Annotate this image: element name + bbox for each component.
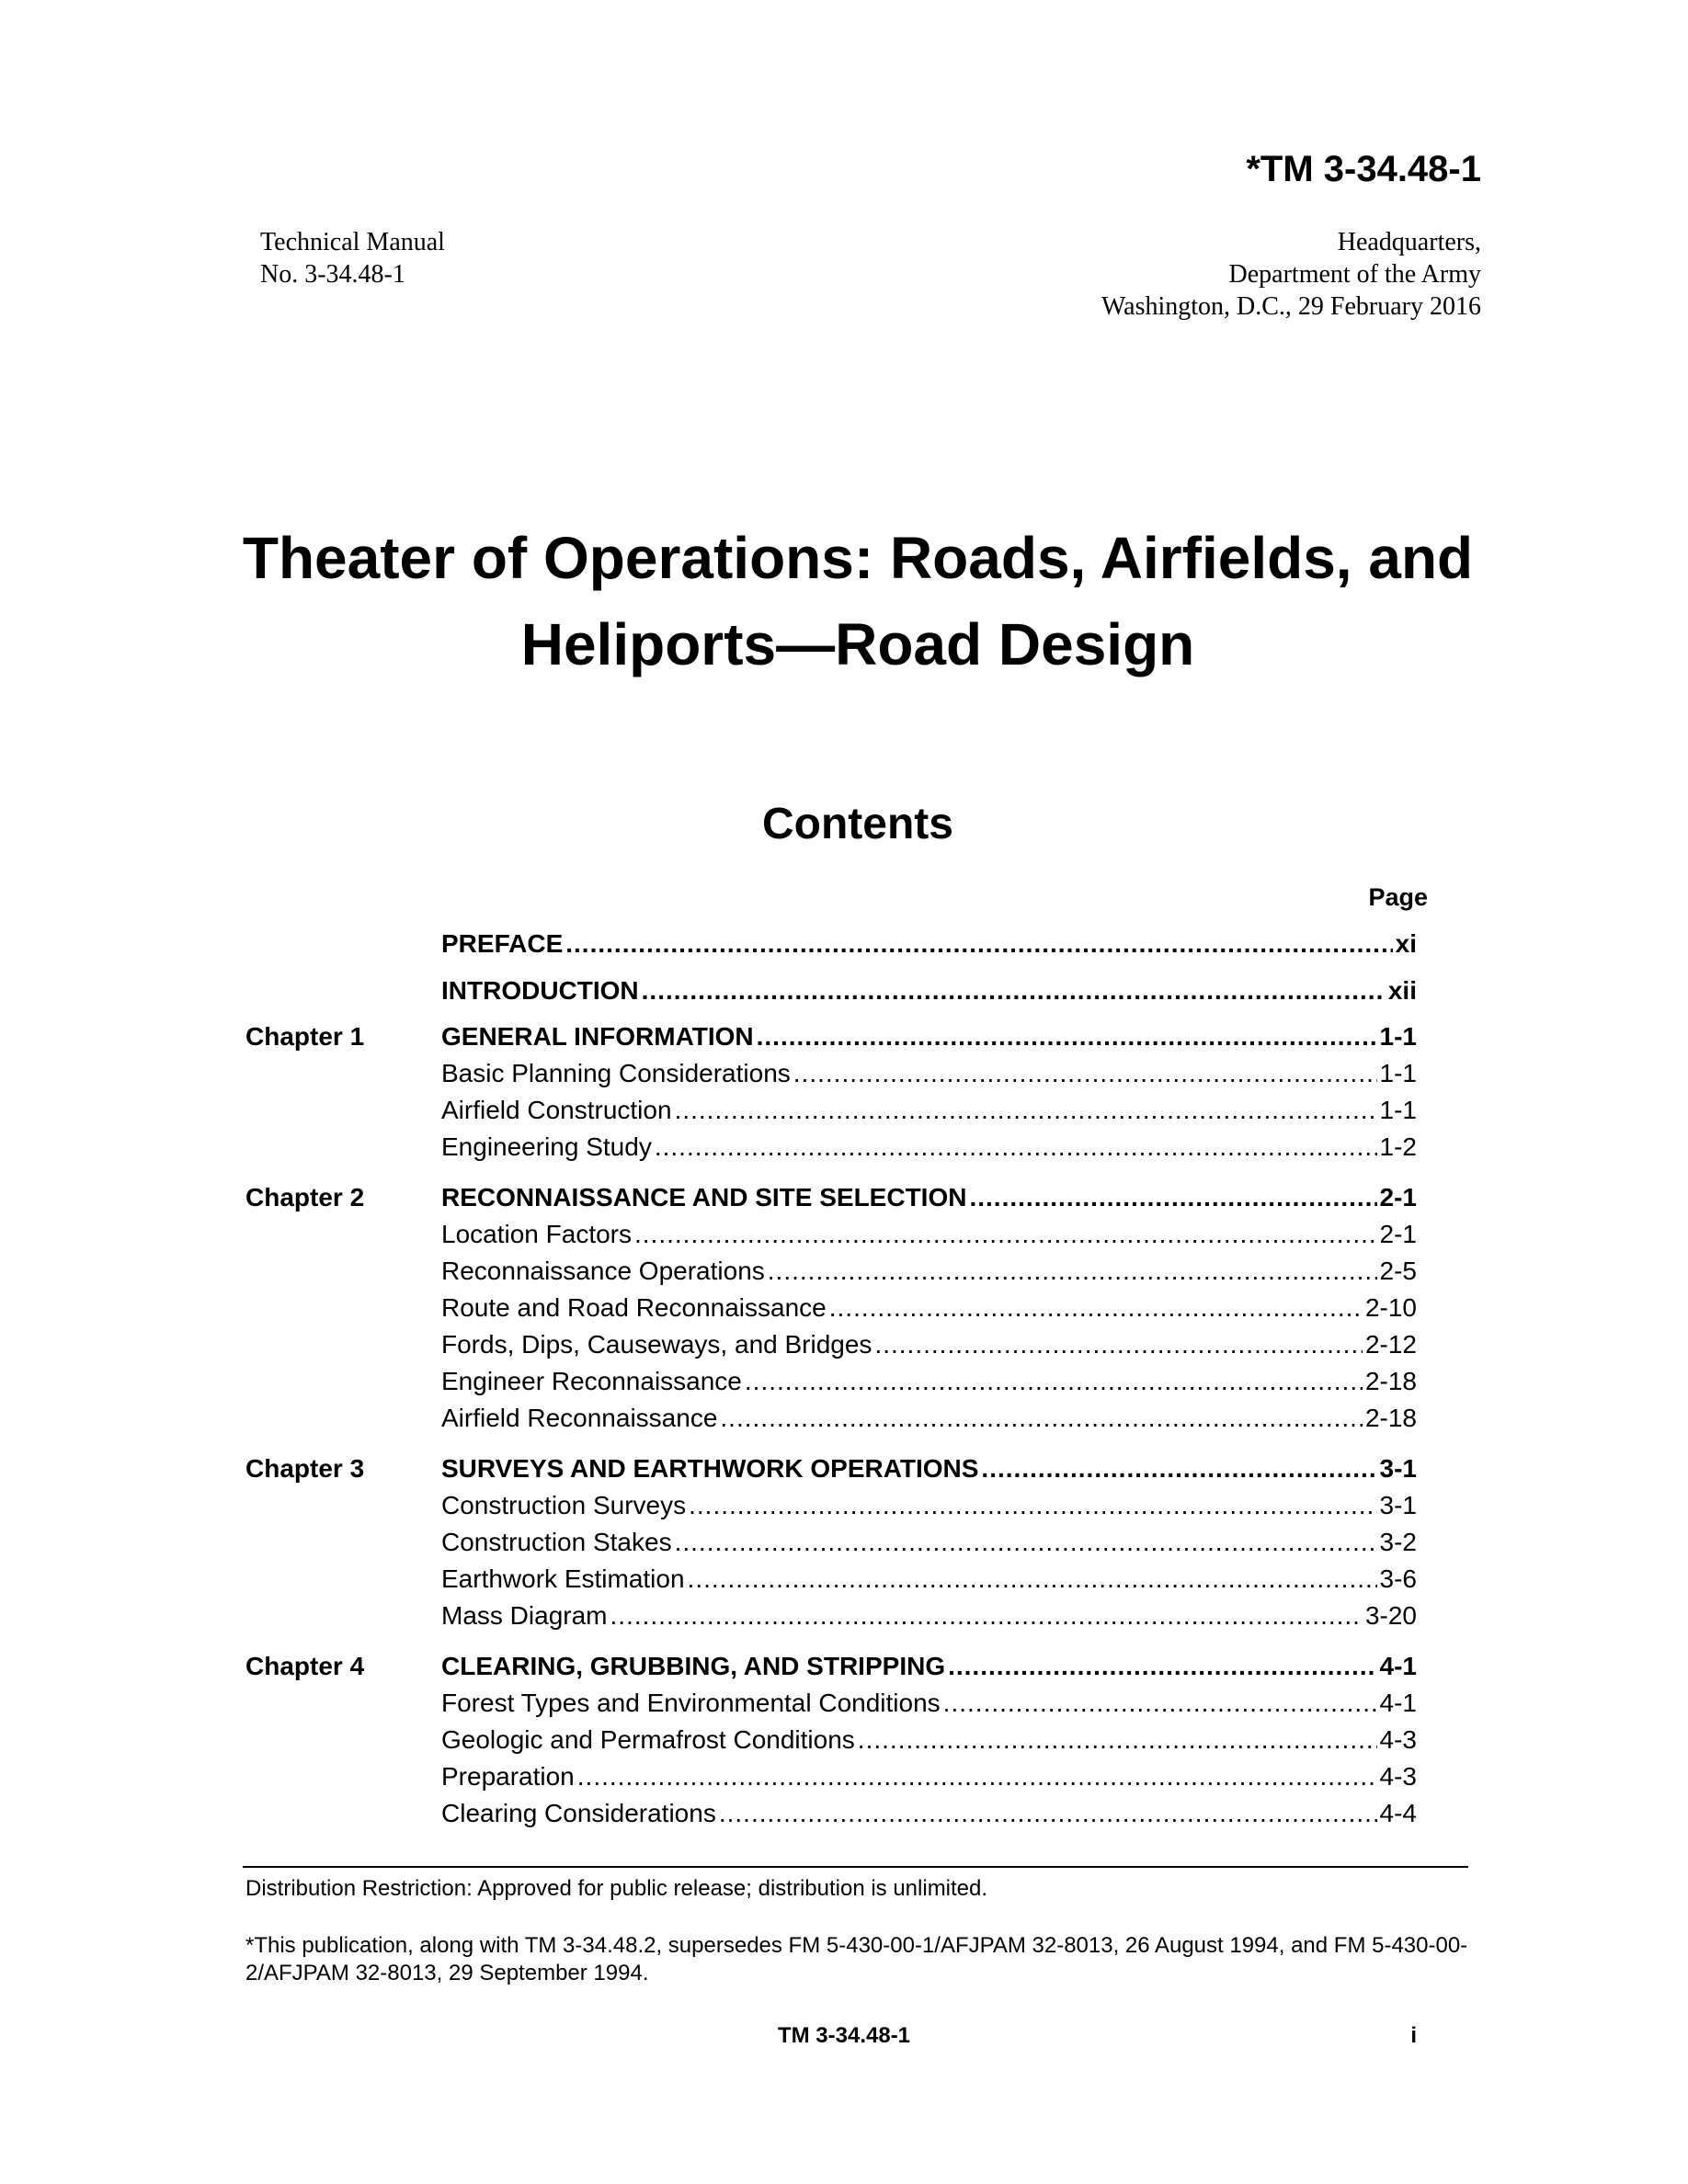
toc-entry-title: Construction Stakes bbox=[441, 1528, 672, 1556]
manual-number-line-2: No. 3-34.48-1 bbox=[260, 260, 405, 289]
toc-entry-title: SURVEYS AND EARTHWORK OPERATIONS bbox=[441, 1454, 979, 1483]
toc-entry bbox=[0, 1795, 1688, 1832]
toc-leader-dots bbox=[981, 1450, 1376, 1487]
document-id-top: *TM 3-34.48-1 bbox=[1246, 149, 1481, 189]
toc-entry-title: GENERAL INFORMATION bbox=[441, 1022, 754, 1051]
toc-entry-title: Clearing Considerations bbox=[441, 1799, 716, 1827]
toc-entry-title: Preparation bbox=[441, 1762, 575, 1791]
manual-number-block bbox=[260, 226, 445, 290]
toc-entry-title: INTRODUCTION bbox=[441, 976, 639, 1005]
toc-page-number: 2-12 bbox=[1364, 1330, 1417, 1359]
toc-chapter-label: Chapter 3 bbox=[245, 1454, 365, 1483]
toc-entry-line bbox=[441, 1450, 1417, 1487]
toc-entry bbox=[0, 1524, 1688, 1561]
toc-entry bbox=[0, 1129, 1688, 1166]
headquarters-line-3: Washington, D.C., 29 February 2016 bbox=[1101, 292, 1481, 321]
toc-page-number: 4-4 bbox=[1379, 1799, 1417, 1827]
page-number: i bbox=[1410, 2023, 1417, 2048]
toc-leader-dots bbox=[829, 1290, 1363, 1326]
toc-leader-dots bbox=[655, 1129, 1377, 1166]
distribution-restriction: Distribution Restriction: Approved for public release; distribution is unlimited. bbox=[245, 1876, 988, 1901]
toc-entry bbox=[0, 926, 1688, 962]
toc-entry-title: RECONNAISSANCE AND SITE SELECTION bbox=[441, 1183, 967, 1211]
toc-leader-dots bbox=[969, 1179, 1376, 1216]
toc-entry bbox=[0, 1487, 1688, 1524]
toc-page-number: 3-1 bbox=[1379, 1454, 1417, 1483]
toc-page-number: 2-5 bbox=[1379, 1257, 1417, 1285]
toc-entry-title: Route and Road Reconnaissance bbox=[441, 1293, 827, 1322]
toc-entry-line bbox=[441, 1055, 1417, 1092]
toc-entry-line bbox=[441, 1290, 1417, 1326]
toc-entry-line bbox=[441, 1487, 1417, 1524]
toc-entry-title: Geologic and Permafrost Conditions bbox=[441, 1725, 855, 1754]
toc-leader-dots bbox=[675, 1092, 1377, 1129]
toc-entry-line bbox=[441, 1326, 1417, 1363]
toc-entry-line bbox=[441, 1216, 1417, 1253]
toc-entry-title: CLEARING, GRUBBING, AND STRIPPING bbox=[441, 1652, 946, 1680]
toc-entry-line bbox=[441, 1179, 1417, 1216]
toc-entry-line bbox=[441, 1685, 1417, 1722]
toc-entry-line bbox=[441, 1092, 1417, 1129]
toc-entry-title: Airfield Reconnaissance bbox=[441, 1404, 718, 1432]
toc-entry-title: Earthwork Estimation bbox=[441, 1564, 685, 1593]
contents-heading: Contents bbox=[762, 800, 953, 848]
toc-entry-title: Engineer Reconnaissance bbox=[441, 1367, 742, 1395]
toc-entry-line bbox=[441, 1561, 1417, 1598]
toc-leader-dots bbox=[720, 1400, 1363, 1437]
toc-page-number: xi bbox=[1395, 929, 1417, 958]
toc-page-number: 3-6 bbox=[1379, 1564, 1417, 1593]
toc-page-number: 2-1 bbox=[1379, 1220, 1417, 1248]
headquarters-line-1: Headquarters, bbox=[1337, 228, 1481, 256]
toc-leader-dots bbox=[858, 1722, 1377, 1758]
toc-entry bbox=[0, 1648, 1688, 1685]
toc-entry-title: Basic Planning Considerations bbox=[441, 1059, 791, 1087]
toc-chapter-label: Chapter 1 bbox=[245, 1022, 365, 1051]
toc-leader-dots bbox=[610, 1598, 1362, 1634]
toc-entry bbox=[0, 1758, 1688, 1795]
toc-leader-dots bbox=[768, 1253, 1377, 1290]
toc-page-number: 4-3 bbox=[1379, 1725, 1417, 1754]
toc-page-number: 2-1 bbox=[1379, 1183, 1417, 1211]
toc-entry-line bbox=[441, 1598, 1417, 1634]
toc-entry-title: Mass Diagram bbox=[441, 1601, 608, 1630]
toc-entry-line bbox=[441, 973, 1417, 1009]
toc-entry-title: Airfield Construction bbox=[441, 1096, 672, 1124]
toc-entry bbox=[0, 1363, 1688, 1400]
toc-entry bbox=[0, 1326, 1688, 1363]
toc-entry bbox=[0, 1561, 1688, 1598]
toc-page-number: xii bbox=[1387, 976, 1417, 1005]
page-column-label: Page bbox=[1368, 883, 1428, 911]
toc-leader-dots bbox=[689, 1487, 1376, 1524]
title-line-2: Heliports—Road Design bbox=[520, 611, 1195, 677]
toc-leader-dots bbox=[745, 1363, 1363, 1400]
headquarters-line-2: Department of the Army bbox=[1228, 260, 1481, 289]
toc-leader-dots bbox=[675, 1524, 1377, 1561]
toc-page-number: 1-2 bbox=[1379, 1132, 1417, 1161]
toc-page-number: 4-1 bbox=[1379, 1689, 1417, 1717]
toc-entry bbox=[0, 1092, 1688, 1129]
toc-chapter-label: Chapter 4 bbox=[245, 1652, 365, 1680]
toc-page-number: 1-1 bbox=[1379, 1059, 1417, 1087]
toc-leader-dots bbox=[943, 1685, 1377, 1722]
toc-leader-dots bbox=[565, 926, 1392, 962]
toc-page-number: 1-1 bbox=[1379, 1096, 1417, 1124]
headquarters-block bbox=[1101, 226, 1481, 323]
toc-page-number: 4-3 bbox=[1379, 1762, 1417, 1791]
toc-leader-dots bbox=[577, 1758, 1377, 1795]
toc-entry bbox=[0, 1722, 1688, 1758]
toc-entry-line bbox=[441, 1758, 1417, 1795]
toc-entry-line bbox=[441, 1524, 1417, 1561]
toc-leader-dots bbox=[634, 1216, 1377, 1253]
manual-number-line-1: Technical Manual bbox=[260, 228, 445, 256]
footer-divider bbox=[243, 1866, 1468, 1868]
toc-entry-line bbox=[441, 926, 1417, 962]
toc-entry bbox=[0, 1018, 1688, 1055]
document-title bbox=[0, 515, 1688, 688]
toc-entry bbox=[0, 1685, 1688, 1722]
toc-entry bbox=[0, 1450, 1688, 1487]
toc-chapter-label: Chapter 2 bbox=[245, 1183, 365, 1211]
toc-leader-dots bbox=[757, 1018, 1377, 1055]
toc-leader-dots bbox=[874, 1326, 1363, 1363]
toc-entry bbox=[0, 1179, 1688, 1216]
toc-leader-dots bbox=[688, 1561, 1377, 1598]
title-line-1: Theater of Operations: Roads, Airfields, and bbox=[242, 525, 1474, 591]
toc-entry bbox=[0, 1055, 1688, 1092]
toc-entry bbox=[0, 1290, 1688, 1326]
toc-page-number: 2-10 bbox=[1364, 1293, 1417, 1322]
toc-entry-title: Fords, Dips, Causeways, and Bridges bbox=[441, 1330, 873, 1359]
toc-entry-title: Forest Types and Environmental Conditions bbox=[441, 1689, 941, 1717]
toc-entry-line bbox=[441, 1129, 1417, 1166]
toc-entry-line bbox=[441, 1018, 1417, 1055]
toc-page-number: 3-20 bbox=[1364, 1601, 1417, 1630]
toc-entry-title: PREFACE bbox=[441, 929, 564, 958]
toc-page-number: 2-18 bbox=[1364, 1404, 1417, 1432]
toc-entry-line bbox=[441, 1722, 1417, 1758]
footer-document-id: TM 3-34.48-1 bbox=[777, 2023, 911, 2048]
toc-entry bbox=[0, 973, 1688, 1009]
toc-entry-line bbox=[441, 1400, 1417, 1437]
toc-entry bbox=[0, 1253, 1688, 1290]
toc-entry-line bbox=[441, 1795, 1417, 1832]
toc-leader-dots bbox=[793, 1055, 1377, 1092]
toc-entry-title: Engineering Study bbox=[441, 1132, 652, 1161]
toc-entry-line bbox=[441, 1253, 1417, 1290]
toc-page-number: 2-18 bbox=[1364, 1367, 1417, 1395]
toc-entry bbox=[0, 1598, 1688, 1634]
toc-page-number: 3-2 bbox=[1379, 1528, 1417, 1556]
supersedes-note: *This publication, along with TM 3-34.48.2, supersedes FM 5-430-00-1/AFJPAM 32-8013, 26 August 1994, and FM 5-430-00-2/AFJPAM 32-8013, 29 September 1994. bbox=[245, 1933, 1468, 1985]
toc-entry bbox=[0, 1216, 1688, 1253]
toc-leader-dots bbox=[948, 1648, 1376, 1685]
toc-entry-line bbox=[441, 1363, 1417, 1400]
toc-leader-dots bbox=[642, 973, 1386, 1009]
toc-entry-line bbox=[441, 1648, 1417, 1685]
toc-entry bbox=[0, 1400, 1688, 1437]
toc-entry-title: Construction Surveys bbox=[441, 1491, 687, 1519]
toc-page-number: 1-1 bbox=[1379, 1022, 1417, 1051]
toc-entry-title: Reconnaissance Operations bbox=[441, 1257, 765, 1285]
toc-leader-dots bbox=[719, 1795, 1377, 1832]
toc-page-number: 4-1 bbox=[1379, 1652, 1417, 1680]
toc-page-number: 3-1 bbox=[1379, 1491, 1417, 1519]
toc-entry-title: Location Factors bbox=[441, 1220, 632, 1248]
